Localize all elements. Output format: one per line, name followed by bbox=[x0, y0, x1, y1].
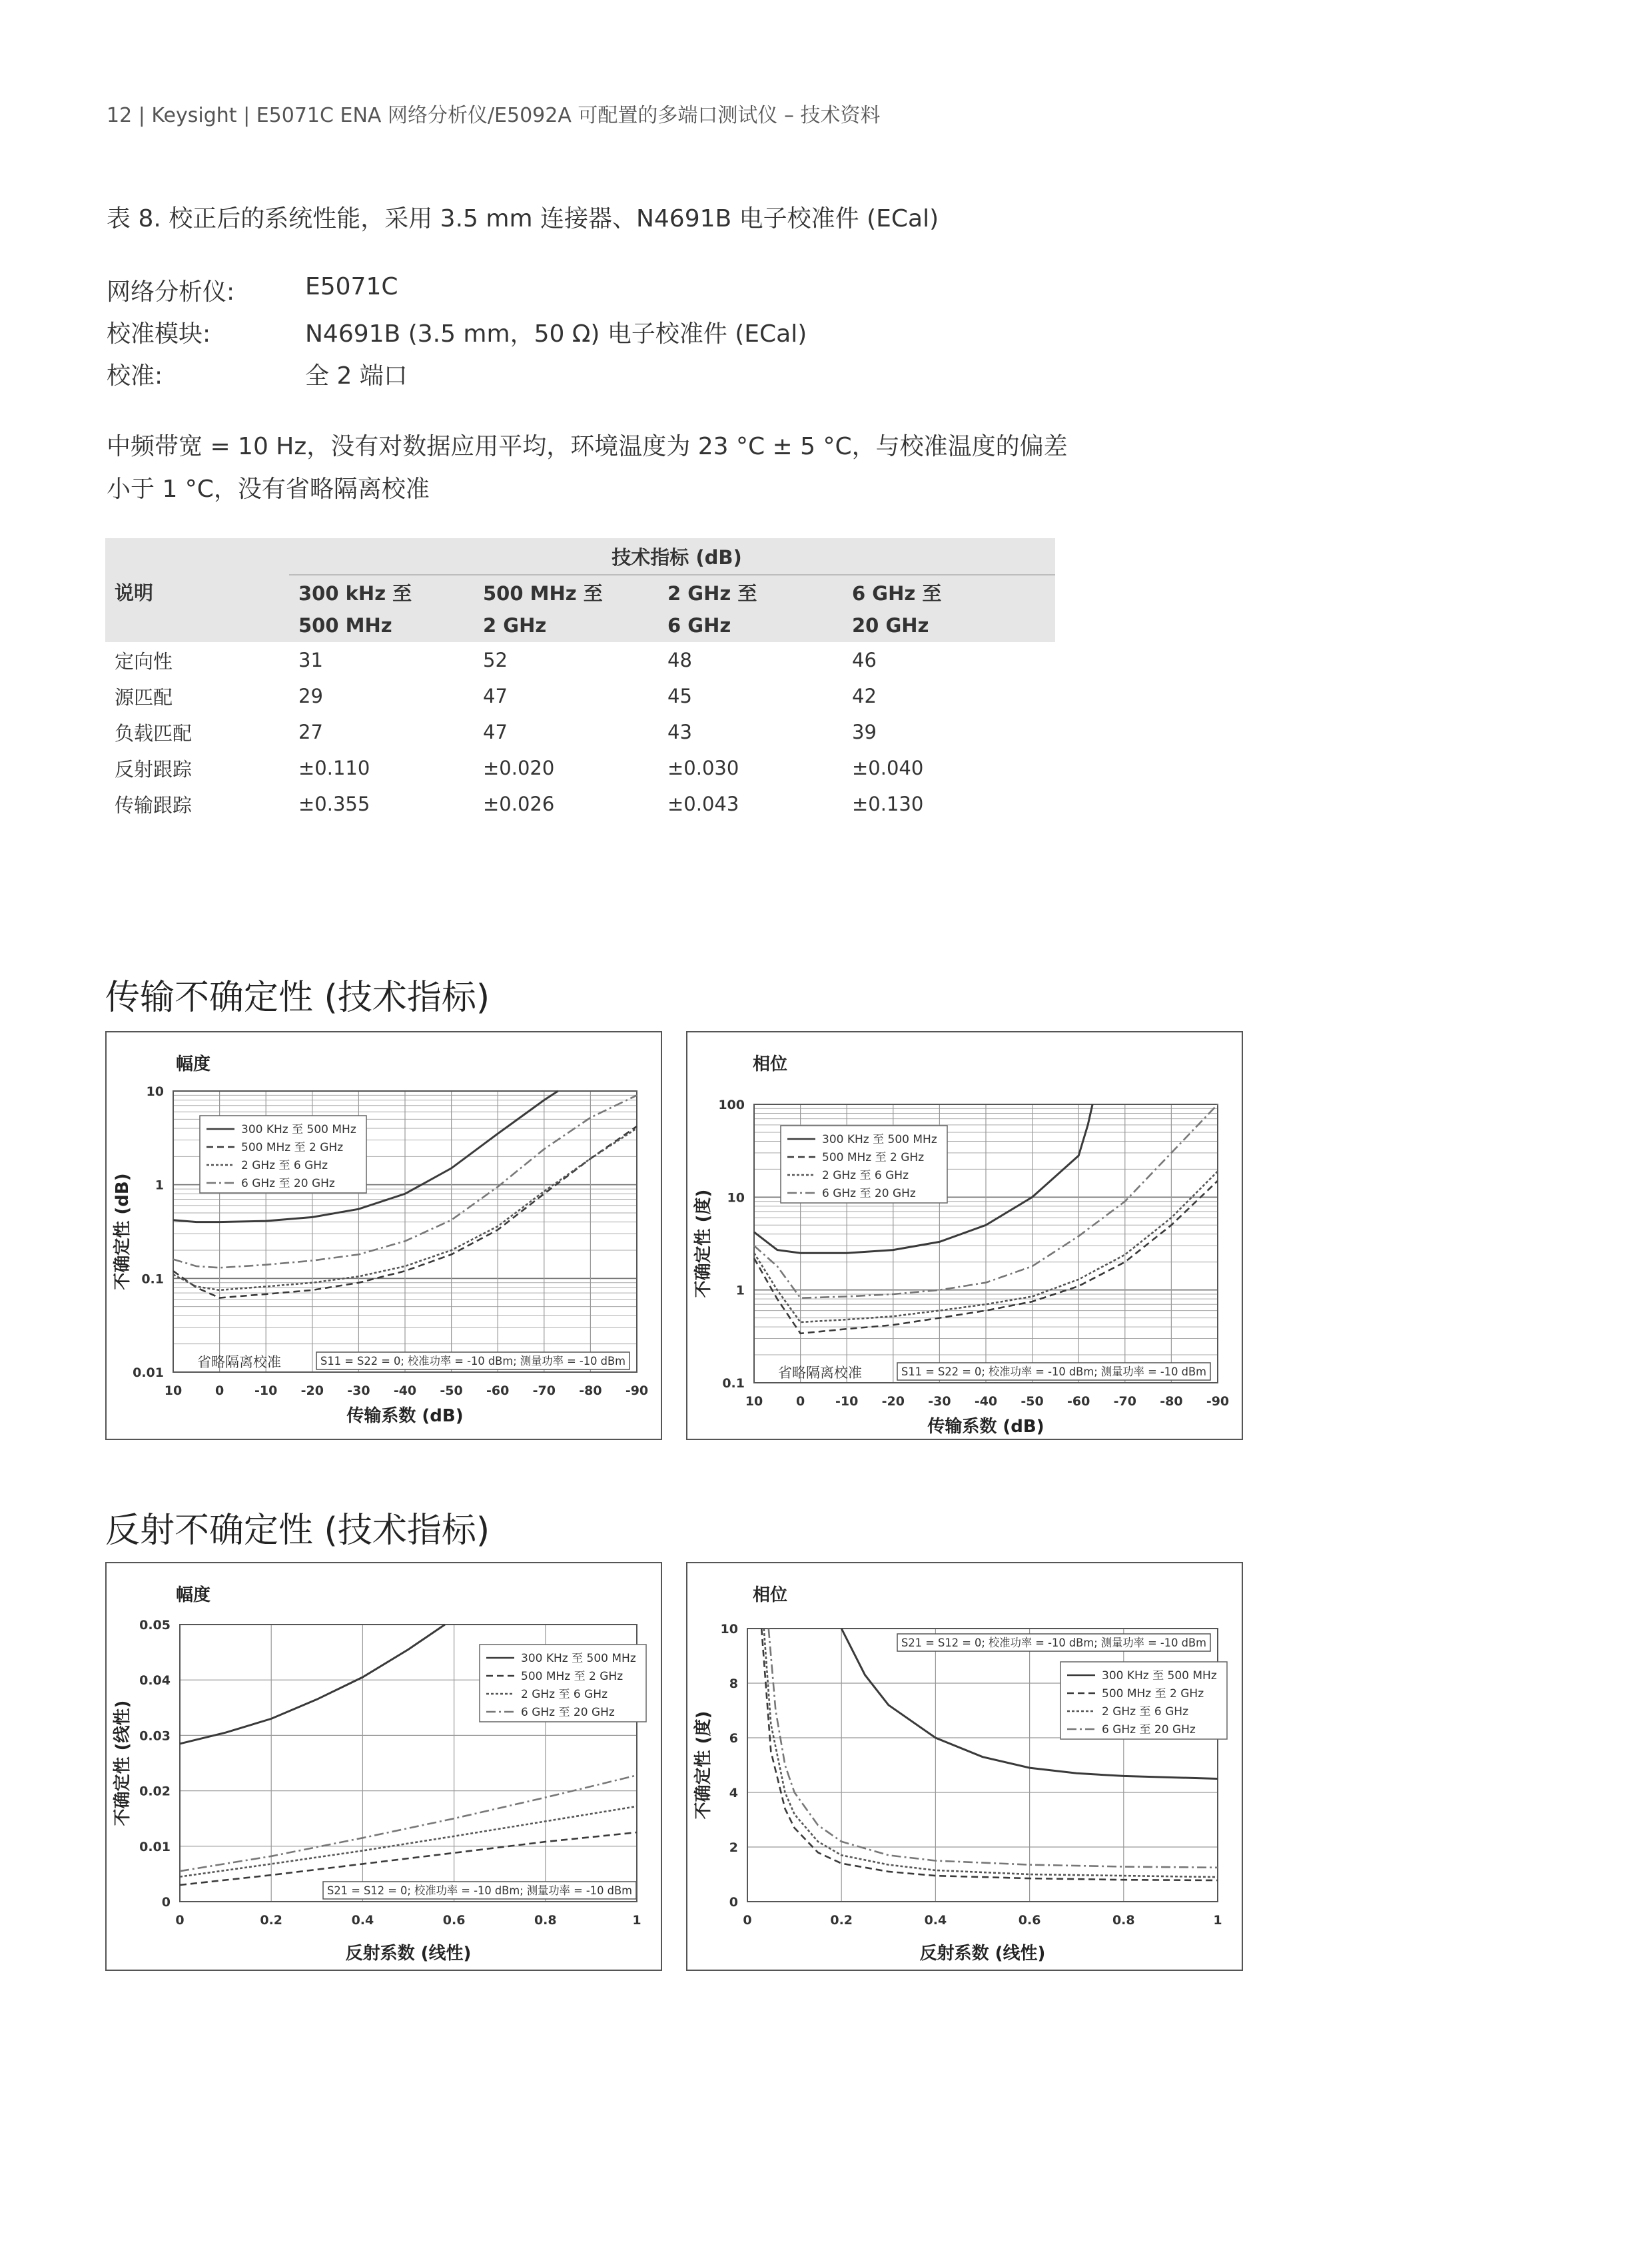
cell-value: 43 bbox=[667, 721, 692, 743]
x-tick-label: 0.6 bbox=[442, 1913, 466, 1928]
chart-svg bbox=[687, 1032, 1244, 1441]
x-tick-label: -70 bbox=[532, 1383, 556, 1398]
legend-label: 2 GHz 至 6 GHz bbox=[1102, 1705, 1189, 1718]
y-tick-label: 2 bbox=[729, 1840, 738, 1855]
y-tick-label: 0.01 bbox=[139, 1839, 171, 1854]
y-tick-label: 6 bbox=[729, 1731, 738, 1746]
legend-label: 2 GHz 至 6 GHz bbox=[241, 1159, 328, 1172]
x-tick-label: 0.6 bbox=[1018, 1913, 1041, 1928]
legend-label: 300 KHz 至 500 MHz bbox=[521, 1652, 636, 1665]
cell-value: ±0.355 bbox=[298, 793, 370, 815]
y-tick-label: 0.05 bbox=[139, 1618, 171, 1633]
col-header-l1: 300 kHz 至 bbox=[289, 575, 474, 609]
cell-value: 47 bbox=[483, 721, 508, 743]
table-caption: 表 8. 校正后的系统性能，采用 3.5 mm 连接器、N4691B 电子校准件 (ECal) bbox=[107, 205, 939, 232]
legend-label: 300 KHz 至 500 MHz bbox=[822, 1133, 937, 1146]
legend-label: 2 GHz 至 6 GHz bbox=[822, 1169, 909, 1182]
chart-reflection-phase bbox=[686, 1562, 1243, 1971]
col-header-l1: 500 MHz 至 bbox=[474, 575, 658, 609]
x-tick-label: -30 bbox=[347, 1383, 370, 1398]
cell-value: ±0.043 bbox=[667, 793, 739, 815]
config-key-module: 校准模块: bbox=[107, 320, 211, 348]
cell-value: ±0.030 bbox=[667, 757, 739, 779]
legend bbox=[1060, 1662, 1227, 1739]
series-line bbox=[180, 1832, 637, 1885]
x-tick-label: -60 bbox=[1067, 1394, 1090, 1409]
legend-label: 2 GHz 至 6 GHz bbox=[521, 1688, 608, 1701]
table-row bbox=[105, 642, 1055, 678]
y-tick-label: 10 bbox=[146, 1084, 164, 1099]
row-label: 源匹配 bbox=[115, 685, 173, 709]
x-axis-label: 反射系数 (线性) bbox=[919, 1944, 1046, 1964]
y-tick-label: 1 bbox=[155, 1178, 164, 1193]
y-tick-label: 0.04 bbox=[139, 1673, 171, 1688]
x-axis-label: 反射系数 (线性) bbox=[345, 1944, 472, 1964]
y-tick-label: 0.1 bbox=[141, 1272, 164, 1287]
x-tick-label: -50 bbox=[440, 1383, 463, 1398]
col-header-l2: 2 GHz bbox=[474, 609, 658, 642]
x-tick-label: -60 bbox=[486, 1383, 510, 1398]
cell-value: 45 bbox=[667, 685, 692, 707]
chart-title: 相位 bbox=[753, 1585, 788, 1605]
cell-value: 39 bbox=[852, 721, 877, 743]
config-value-module: N4691B (3.5 mm，50 Ω) 电子校准件 (ECal) bbox=[305, 320, 807, 348]
x-tick-label: -90 bbox=[1206, 1394, 1230, 1409]
col-header-l2: 6 GHz bbox=[658, 609, 843, 642]
series-line bbox=[180, 1806, 637, 1877]
series-line bbox=[180, 1775, 637, 1871]
conditions-line-2: 小于 1 °C，没有省略隔离校准 bbox=[107, 476, 430, 503]
y-tick-label: 0 bbox=[729, 1895, 738, 1910]
y-tick-label: 10 bbox=[720, 1622, 738, 1637]
legend-label: 500 MHz 至 2 GHz bbox=[521, 1670, 623, 1683]
x-tick-label: -40 bbox=[974, 1394, 998, 1409]
table-row bbox=[105, 750, 1055, 786]
x-tick-label: -10 bbox=[835, 1394, 859, 1409]
legend-label: 300 KHz 至 500 MHz bbox=[241, 1123, 356, 1136]
cell-value: ±0.040 bbox=[852, 757, 924, 779]
config-value-calibration: 全 2 端口 bbox=[305, 362, 408, 390]
section-title-reflection: 反射不确定性 (技术指标) bbox=[105, 1511, 490, 1551]
chart-svg bbox=[107, 1032, 663, 1441]
note-box-text: S21 = S12 = 0; 校准功率 = -10 dBm; 测量功率 = -10 dBm bbox=[327, 1884, 632, 1898]
legend-label: 300 KHz 至 500 MHz bbox=[1102, 1669, 1217, 1682]
cell-value: ±0.026 bbox=[483, 793, 555, 815]
x-tick-label: -40 bbox=[393, 1383, 417, 1398]
note-left: 省略隔离校准 bbox=[778, 1365, 862, 1381]
col-header-l1: 2 GHz 至 bbox=[658, 575, 843, 609]
x-tick-label: -80 bbox=[579, 1383, 602, 1398]
chart-reflection-magnitude bbox=[105, 1562, 662, 1971]
row-label: 反射跟踪 bbox=[115, 757, 193, 781]
note-box-text: S11 = S22 = 0; 校准功率 = -10 dBm; 测量功率 = -10 dBm bbox=[901, 1365, 1206, 1379]
table-header-blank bbox=[105, 609, 289, 642]
cell-value: 47 bbox=[483, 685, 508, 707]
x-tick-label: 10 bbox=[745, 1394, 763, 1409]
x-tick-label: -80 bbox=[1160, 1394, 1183, 1409]
legend-label: 500 MHz 至 2 GHz bbox=[822, 1151, 925, 1164]
y-axis-label: 不确定性 (dB) bbox=[113, 1173, 133, 1290]
x-tick-label: 0.4 bbox=[351, 1913, 374, 1928]
row-label: 传输跟踪 bbox=[115, 793, 193, 817]
y-tick-label: 0.1 bbox=[722, 1376, 745, 1391]
y-tick-label: 0.01 bbox=[133, 1365, 164, 1380]
col-header-l2: 500 MHz bbox=[289, 609, 474, 642]
legend-label: 6 GHz 至 20 GHz bbox=[241, 1177, 335, 1190]
cell-value: 46 bbox=[852, 649, 877, 671]
section-title-transmission: 传输不确定性 (技术指标) bbox=[105, 978, 490, 1018]
table-desc-header: 说明 bbox=[105, 575, 289, 609]
chart-transmission-magnitude bbox=[105, 1031, 662, 1440]
cell-value: 52 bbox=[483, 649, 508, 671]
row-label: 负载匹配 bbox=[115, 721, 193, 745]
cell-value: 29 bbox=[298, 685, 323, 707]
x-tick-label: 0.8 bbox=[1112, 1913, 1135, 1928]
chart-svg bbox=[687, 1563, 1244, 1972]
x-tick-label: -20 bbox=[300, 1383, 324, 1398]
cell-value: 48 bbox=[667, 649, 692, 671]
conditions-line-1: 中频带宽 = 10 Hz，没有对数据应用平均，环境温度为 23 °C ± 5 °C，与校准温度的偏差 bbox=[107, 433, 1068, 460]
legend-label: 6 GHz 至 20 GHz bbox=[521, 1706, 615, 1719]
y-axis-label: 不确定性 (度) bbox=[693, 1710, 713, 1820]
x-tick-label: 0.8 bbox=[534, 1913, 557, 1928]
config-key-calibration: 校准: bbox=[107, 362, 163, 390]
legend-label: 500 MHz 至 2 GHz bbox=[1102, 1687, 1204, 1700]
chart-title: 相位 bbox=[753, 1054, 788, 1074]
note-box-text: S21 = S12 = 0; 校准功率 = -10 dBm; 测量功率 = -10 dBm bbox=[901, 1637, 1206, 1650]
legend bbox=[480, 1645, 646, 1722]
legend-label: 6 GHz 至 20 GHz bbox=[1102, 1723, 1196, 1736]
table-row bbox=[105, 678, 1055, 714]
x-tick-label: 0.4 bbox=[924, 1913, 947, 1928]
cell-value: ±0.110 bbox=[298, 757, 370, 779]
cell-value: 42 bbox=[852, 685, 877, 707]
note-left: 省略隔离校准 bbox=[197, 1354, 281, 1370]
x-tick-label: 0 bbox=[795, 1394, 805, 1409]
x-tick-label: 0.2 bbox=[260, 1913, 283, 1928]
chart-title: 幅度 bbox=[176, 1054, 211, 1074]
table-row bbox=[105, 786, 1055, 822]
y-tick-label: 0.02 bbox=[139, 1784, 171, 1799]
col-header-l2: 20 GHz bbox=[843, 609, 1055, 642]
y-tick-label: 1 bbox=[735, 1283, 745, 1298]
y-axis-label: 不确定性 (线性) bbox=[113, 1700, 133, 1826]
x-tick-label: -90 bbox=[625, 1383, 649, 1398]
x-axis-label: 传输系数 (dB) bbox=[927, 1417, 1044, 1437]
y-tick-label: 4 bbox=[729, 1786, 738, 1800]
x-tick-label: -20 bbox=[881, 1394, 905, 1409]
legend bbox=[781, 1126, 947, 1203]
y-tick-label: 100 bbox=[718, 1098, 745, 1112]
x-axis-label: 传输系数 (dB) bbox=[346, 1406, 464, 1426]
chart-transmission-phase bbox=[686, 1031, 1243, 1440]
series-line bbox=[180, 1625, 445, 1744]
table-header-blank bbox=[105, 538, 289, 575]
chart-svg bbox=[107, 1563, 663, 1972]
x-tick-label: 10 bbox=[164, 1383, 183, 1398]
cell-value: 31 bbox=[298, 649, 323, 671]
col-header-l1: 6 GHz 至 bbox=[843, 575, 1055, 609]
row-label: 定向性 bbox=[115, 649, 173, 673]
x-tick-label: -30 bbox=[928, 1394, 951, 1409]
x-tick-label: -70 bbox=[1113, 1394, 1136, 1409]
table-group-header: 技术指标 (dB) bbox=[289, 538, 1055, 575]
config-key-analyzer: 网络分析仪: bbox=[107, 278, 235, 306]
y-tick-label: 10 bbox=[727, 1190, 745, 1206]
cell-value: 27 bbox=[298, 721, 323, 743]
x-tick-label: 0 bbox=[214, 1383, 224, 1398]
y-tick-label: 0.03 bbox=[139, 1728, 171, 1744]
legend bbox=[200, 1116, 366, 1193]
cell-value: ±0.130 bbox=[852, 793, 924, 815]
legend-label: 500 MHz 至 2 GHz bbox=[241, 1141, 344, 1154]
x-tick-label: 0.2 bbox=[830, 1913, 853, 1928]
x-tick-label: 0 bbox=[743, 1913, 752, 1928]
page-header: 12 | Keysight | E5071C ENA 网络分析仪/E5092A 可配置的多端口测试仪 – 技术资料 bbox=[107, 104, 881, 127]
legend-label: 6 GHz 至 20 GHz bbox=[822, 1187, 916, 1200]
chart-title: 幅度 bbox=[176, 1585, 211, 1605]
x-tick-label: -10 bbox=[254, 1383, 278, 1398]
note-box-text: S11 = S22 = 0; 校准功率 = -10 dBm; 测量功率 = -10 dBm bbox=[320, 1355, 625, 1368]
x-tick-label: -50 bbox=[1021, 1394, 1044, 1409]
spec-table bbox=[105, 538, 1055, 822]
y-axis-label: 不确定性 (度) bbox=[693, 1189, 713, 1298]
table-row bbox=[105, 714, 1055, 750]
x-tick-label: 0 bbox=[175, 1913, 185, 1928]
config-value-analyzer: E5071C bbox=[305, 273, 398, 300]
y-tick-label: 8 bbox=[729, 1677, 738, 1691]
x-tick-label: 1 bbox=[1213, 1913, 1222, 1928]
x-tick-label: 1 bbox=[632, 1913, 641, 1928]
y-tick-label: 0 bbox=[161, 1895, 171, 1910]
cell-value: ±0.020 bbox=[483, 757, 555, 779]
